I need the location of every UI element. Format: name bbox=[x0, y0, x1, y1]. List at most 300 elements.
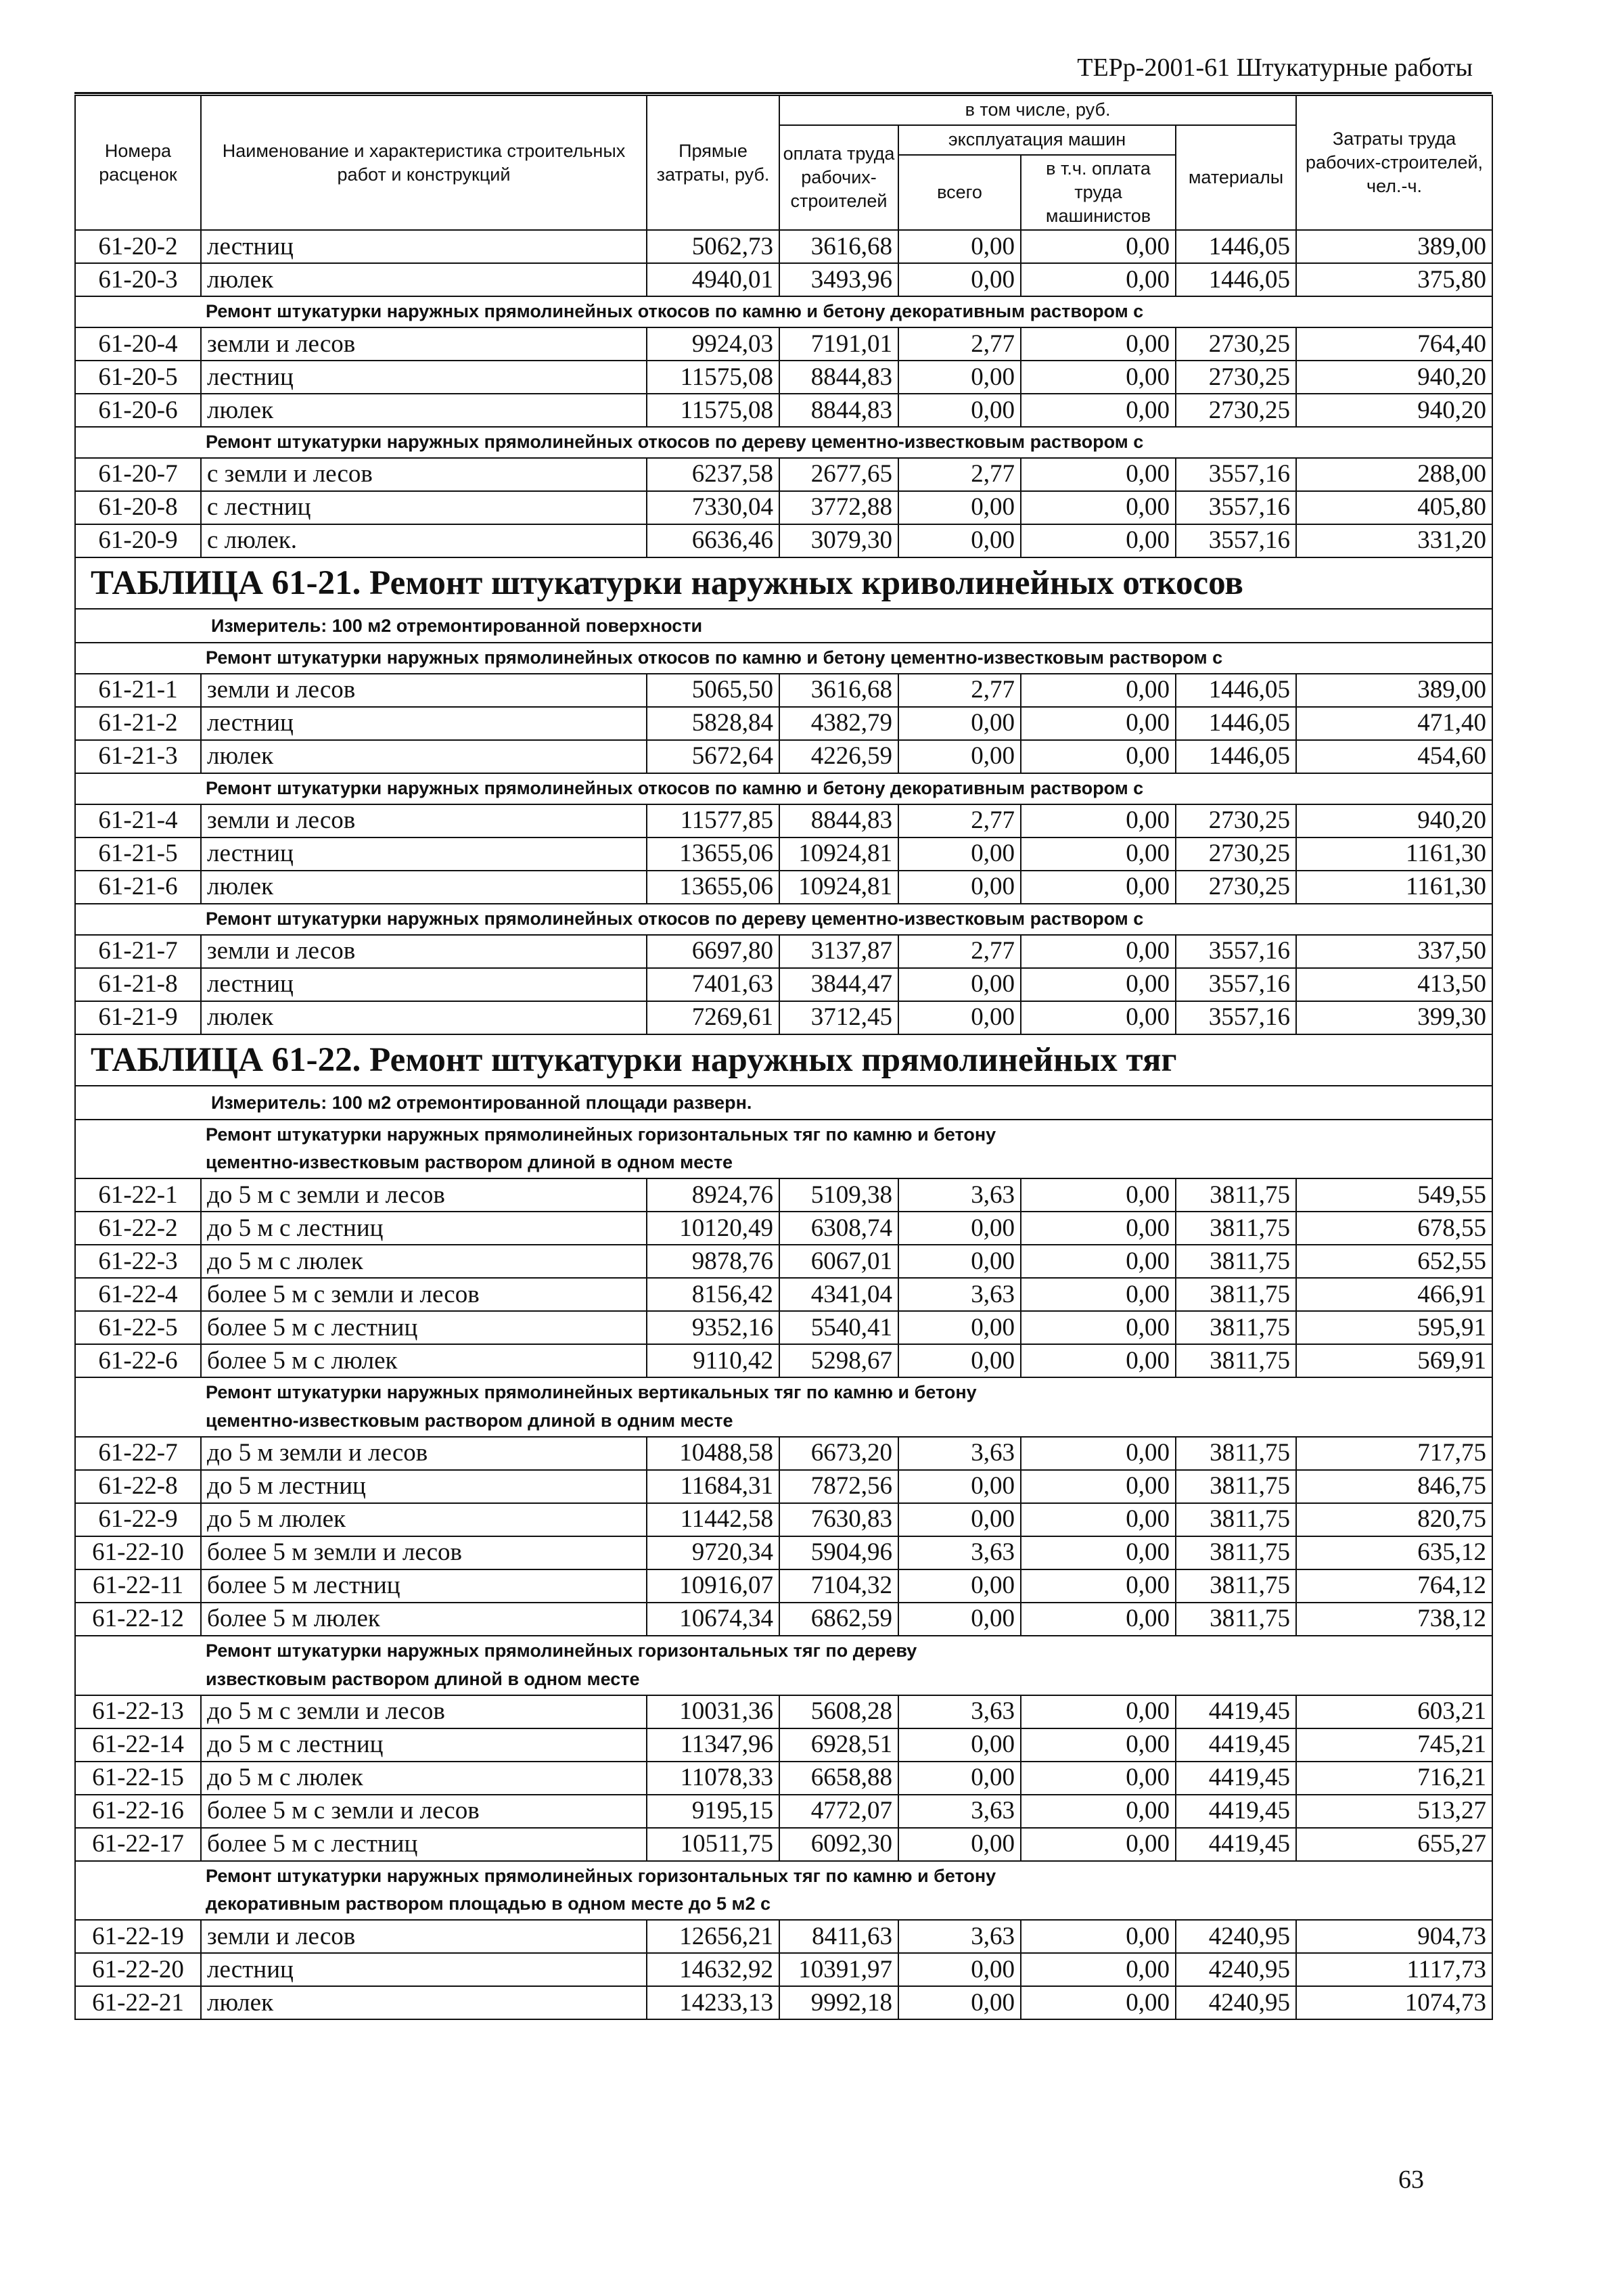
machine-wage-cell: 0,00 bbox=[1021, 524, 1176, 557]
direct-cost-cell: 10031,36 bbox=[647, 1695, 779, 1728]
labor-cell: 413,50 bbox=[1296, 968, 1492, 1001]
rate-code-cell: 61-22-9 bbox=[75, 1503, 201, 1536]
table-row bbox=[75, 394, 1492, 427]
materials-cell: 3811,75 bbox=[1176, 1245, 1296, 1278]
work-name-cell: более 5 м земли и лесов bbox=[201, 1536, 647, 1569]
labor-cell: 820,75 bbox=[1296, 1503, 1492, 1536]
rate-code-cell: 61-22-7 bbox=[75, 1437, 201, 1470]
direct-cost-cell: 9110,42 bbox=[647, 1344, 779, 1377]
materials-cell: 4419,45 bbox=[1176, 1762, 1296, 1795]
wage-cell: 4226,59 bbox=[779, 740, 898, 773]
labor-cell: 1117,73 bbox=[1296, 1953, 1492, 1986]
rate-code-cell: 61-22-8 bbox=[75, 1470, 201, 1503]
wage-cell: 6092,30 bbox=[779, 1828, 898, 1861]
machine-wage-cell: 0,00 bbox=[1021, 1278, 1176, 1311]
labor-cell: 904,73 bbox=[1296, 1920, 1492, 1953]
table-row bbox=[75, 1920, 1492, 1953]
wage-cell: 8844,83 bbox=[779, 394, 898, 427]
work-name-cell: земли и лесов bbox=[201, 674, 647, 707]
wage-cell: 7104,32 bbox=[779, 1569, 898, 1603]
wage-cell: 10924,81 bbox=[779, 871, 898, 904]
work-name-cell: до 5 м с лестниц bbox=[201, 1212, 647, 1245]
machine-wage-cell: 0,00 bbox=[1021, 263, 1176, 296]
work-name-cell: люлек bbox=[201, 740, 647, 773]
header-wage: оплата труда рабочих-строителей bbox=[779, 125, 898, 230]
machine-total-cell: 0,00 bbox=[898, 968, 1021, 1001]
work-name-cell: лестниц bbox=[201, 968, 647, 1001]
direct-cost-cell: 11575,08 bbox=[647, 394, 779, 427]
work-name-cell: с лестниц bbox=[201, 491, 647, 524]
labor-cell: 337,50 bbox=[1296, 935, 1492, 968]
labor-cell: 595,91 bbox=[1296, 1311, 1492, 1344]
direct-cost-cell: 8924,76 bbox=[647, 1178, 779, 1212]
wage-cell: 7872,56 bbox=[779, 1470, 898, 1503]
rate-code-cell: 61-20-6 bbox=[75, 394, 201, 427]
labor-cell: 454,60 bbox=[1296, 740, 1492, 773]
work-name-cell: до 5 м с лестниц bbox=[201, 1728, 647, 1762]
measure-unit: Измеритель: 100 м2 отремонтированной площади разверн. bbox=[75, 1086, 1492, 1120]
work-name-cell: более 5 м с лестниц bbox=[201, 1311, 647, 1344]
materials-cell: 1446,05 bbox=[1176, 674, 1296, 707]
machine-total-cell: 0,00 bbox=[898, 1728, 1021, 1762]
direct-cost-cell: 10674,34 bbox=[647, 1603, 779, 1636]
direct-cost-cell: 5828,84 bbox=[647, 707, 779, 740]
wage-cell: 4772,07 bbox=[779, 1795, 898, 1828]
machine-total-cell: 3,63 bbox=[898, 1536, 1021, 1569]
materials-cell: 3811,75 bbox=[1176, 1437, 1296, 1470]
machine-total-cell: 2,77 bbox=[898, 674, 1021, 707]
direct-cost-cell: 7330,04 bbox=[647, 491, 779, 524]
work-name-cell: люлек bbox=[201, 1001, 647, 1034]
work-name-cell: до 5 м люлек bbox=[201, 1503, 647, 1536]
measure-unit: Измеритель: 100 м2 отремонтированной поверхности bbox=[75, 609, 1492, 643]
machine-total-cell: 0,00 bbox=[898, 263, 1021, 296]
rate-code-cell: 61-21-7 bbox=[75, 935, 201, 968]
machine-total-cell: 0,00 bbox=[898, 491, 1021, 524]
work-name-cell: земли и лесов bbox=[201, 935, 647, 968]
table-row bbox=[75, 1728, 1492, 1762]
materials-cell: 3811,75 bbox=[1176, 1503, 1296, 1536]
machine-wage-cell: 0,00 bbox=[1021, 1953, 1176, 1986]
machine-wage-cell: 0,00 bbox=[1021, 707, 1176, 740]
section-heading-row bbox=[75, 296, 1492, 327]
materials-cell: 3811,75 bbox=[1176, 1278, 1296, 1311]
work-name-cell: более 5 м с лестниц bbox=[201, 1828, 647, 1861]
direct-cost-cell: 14632,92 bbox=[647, 1953, 779, 1986]
machine-wage-cell: 0,00 bbox=[1021, 1536, 1176, 1569]
section-heading-row bbox=[75, 427, 1492, 458]
machine-total-cell: 2,77 bbox=[898, 935, 1021, 968]
rate-code-cell: 61-22-21 bbox=[75, 1986, 201, 2019]
direct-cost-cell: 4940,01 bbox=[647, 263, 779, 296]
labor-cell: 549,55 bbox=[1296, 1178, 1492, 1212]
direct-cost-cell: 5672,64 bbox=[647, 740, 779, 773]
materials-cell: 2730,25 bbox=[1176, 837, 1296, 871]
labor-cell: 738,12 bbox=[1296, 1603, 1492, 1636]
direct-cost-cell: 5062,73 bbox=[647, 230, 779, 263]
wage-cell: 6067,01 bbox=[779, 1245, 898, 1278]
machine-wage-cell: 0,00 bbox=[1021, 1311, 1176, 1344]
machine-wage-cell: 0,00 bbox=[1021, 1728, 1176, 1762]
machine-wage-cell: 0,00 bbox=[1021, 1695, 1176, 1728]
header-machine: эксплуатация машин bbox=[898, 125, 1176, 155]
materials-cell: 2730,25 bbox=[1176, 361, 1296, 394]
machine-wage-cell: 0,00 bbox=[1021, 837, 1176, 871]
machine-wage-cell: 0,00 bbox=[1021, 394, 1176, 427]
machine-wage-cell: 0,00 bbox=[1021, 674, 1176, 707]
rates-table-body bbox=[75, 230, 1492, 2019]
machine-total-cell: 0,00 bbox=[898, 394, 1021, 427]
table-row bbox=[75, 740, 1492, 773]
section-heading: Ремонт штукатурки наружных прямолинейных горизонтальных тяг по камню и бетону цементно-известковым раствором длиной в одном месте bbox=[75, 1120, 1492, 1179]
section-heading: Ремонт штукатурки наружных прямолинейных откосов по камню и бетону цементно-известковым раствором с bbox=[75, 643, 1492, 674]
materials-cell: 4240,95 bbox=[1176, 1953, 1296, 1986]
rate-code-cell: 61-22-2 bbox=[75, 1212, 201, 1245]
table-row bbox=[75, 1344, 1492, 1377]
direct-cost-cell: 13655,06 bbox=[647, 871, 779, 904]
direct-cost-cell: 8156,42 bbox=[647, 1278, 779, 1311]
table-row bbox=[75, 1762, 1492, 1795]
work-name-cell: лестниц bbox=[201, 837, 647, 871]
machine-total-cell: 0,00 bbox=[898, 1470, 1021, 1503]
wage-cell: 6673,20 bbox=[779, 1437, 898, 1470]
table-row bbox=[75, 674, 1492, 707]
section-heading: Ремонт штукатурки наружных прямолинейных горизонтальных тяг по камню и бетону декоративным раствором площадью в одном месте до 5 м2 с bbox=[75, 1861, 1492, 1921]
table-row bbox=[75, 361, 1492, 394]
machine-wage-cell: 0,00 bbox=[1021, 361, 1176, 394]
table-row bbox=[75, 1001, 1492, 1034]
work-name-cell: более 5 м с земли и лесов bbox=[201, 1795, 647, 1828]
rate-code-cell: 61-22-16 bbox=[75, 1795, 201, 1828]
work-name-cell: до 5 м с земли и лесов bbox=[201, 1695, 647, 1728]
machine-total-cell: 0,00 bbox=[898, 1001, 1021, 1034]
rate-code-cell: 61-21-3 bbox=[75, 740, 201, 773]
header-machine-total: всего bbox=[898, 155, 1021, 230]
machine-total-cell: 0,00 bbox=[898, 1311, 1021, 1344]
work-name-cell: до 5 м лестниц bbox=[201, 1470, 647, 1503]
wage-cell: 6308,74 bbox=[779, 1212, 898, 1245]
work-name-cell: более 5 м люлек bbox=[201, 1603, 647, 1636]
machine-wage-cell: 0,00 bbox=[1021, 1212, 1176, 1245]
table-row bbox=[75, 707, 1492, 740]
header-labor: Затраты труда рабочих-строителей, чел.-ч. bbox=[1296, 95, 1492, 230]
table-row bbox=[75, 968, 1492, 1001]
labor-cell: 635,12 bbox=[1296, 1536, 1492, 1569]
rates-sheet bbox=[74, 95, 1492, 2020]
machine-wage-cell: 0,00 bbox=[1021, 740, 1176, 773]
table-row bbox=[75, 935, 1492, 968]
table-row bbox=[75, 458, 1492, 491]
wage-cell: 3493,96 bbox=[779, 263, 898, 296]
section-heading: Ремонт штукатурки наружных прямолинейных откосов по камню и бетону декоративным раствором с bbox=[75, 773, 1492, 804]
machine-wage-cell: 0,00 bbox=[1021, 1569, 1176, 1603]
materials-cell: 2730,25 bbox=[1176, 327, 1296, 361]
section-heading: Ремонт штукатурки наружных прямолинейных откосов по дереву цементно-известковым раствором с bbox=[75, 904, 1492, 935]
table-row bbox=[75, 1245, 1492, 1278]
wage-cell: 2677,65 bbox=[779, 458, 898, 491]
table-row bbox=[75, 1795, 1492, 1828]
table-title: ТАБЛИЦА 61-21. Ремонт штукатурки наружных криволинейных откосов bbox=[75, 557, 1492, 609]
table-row bbox=[75, 263, 1492, 296]
machine-total-cell: 0,00 bbox=[898, 1953, 1021, 1986]
machine-wage-cell: 0,00 bbox=[1021, 491, 1176, 524]
machine-wage-cell: 0,00 bbox=[1021, 1470, 1176, 1503]
machine-wage-cell: 0,00 bbox=[1021, 1603, 1176, 1636]
materials-cell: 4240,95 bbox=[1176, 1986, 1296, 2019]
direct-cost-cell: 9720,34 bbox=[647, 1536, 779, 1569]
direct-cost-cell: 11684,31 bbox=[647, 1470, 779, 1503]
work-name-cell: земли и лесов bbox=[201, 804, 647, 837]
rates-table bbox=[74, 95, 1493, 2020]
table-title-row bbox=[75, 557, 1492, 609]
direct-cost-cell: 9924,03 bbox=[647, 327, 779, 361]
table-row bbox=[75, 1695, 1492, 1728]
machine-total-cell: 0,00 bbox=[898, 1986, 1021, 2019]
machine-wage-cell: 0,00 bbox=[1021, 1001, 1176, 1034]
rate-code-cell: 61-22-4 bbox=[75, 1278, 201, 1311]
materials-cell: 1446,05 bbox=[1176, 740, 1296, 773]
labor-cell: 375,80 bbox=[1296, 263, 1492, 296]
page-header-title: ТЕРр-2001-61 Штукатурные работы bbox=[1077, 53, 1473, 82]
machine-total-cell: 0,00 bbox=[898, 230, 1021, 263]
machine-total-cell: 3,63 bbox=[898, 1920, 1021, 1953]
work-name-cell: до 5 м с люлек bbox=[201, 1762, 647, 1795]
machine-wage-cell: 0,00 bbox=[1021, 327, 1176, 361]
machine-wage-cell: 0,00 bbox=[1021, 1920, 1176, 1953]
labor-cell: 603,21 bbox=[1296, 1695, 1492, 1728]
table-row bbox=[75, 230, 1492, 263]
work-name-cell: лестниц bbox=[201, 361, 647, 394]
wage-cell: 3137,87 bbox=[779, 935, 898, 968]
materials-cell: 4419,45 bbox=[1176, 1728, 1296, 1762]
labor-cell: 716,21 bbox=[1296, 1762, 1492, 1795]
work-name-cell: с люлек. bbox=[201, 524, 647, 557]
wage-cell: 10391,97 bbox=[779, 1953, 898, 1986]
labor-cell: 745,21 bbox=[1296, 1728, 1492, 1762]
machine-wage-cell: 0,00 bbox=[1021, 968, 1176, 1001]
machine-total-cell: 0,00 bbox=[898, 1762, 1021, 1795]
table-row bbox=[75, 491, 1492, 524]
machine-total-cell: 2,77 bbox=[898, 458, 1021, 491]
machine-total-cell: 3,63 bbox=[898, 1178, 1021, 1212]
wage-cell: 5904,96 bbox=[779, 1536, 898, 1569]
direct-cost-cell: 11442,58 bbox=[647, 1503, 779, 1536]
table-row bbox=[75, 1503, 1492, 1536]
wage-cell: 3079,30 bbox=[779, 524, 898, 557]
direct-cost-cell: 12656,21 bbox=[647, 1920, 779, 1953]
materials-cell: 3811,75 bbox=[1176, 1212, 1296, 1245]
wage-cell: 5109,38 bbox=[779, 1178, 898, 1212]
wage-cell: 6928,51 bbox=[779, 1728, 898, 1762]
materials-cell: 3811,75 bbox=[1176, 1178, 1296, 1212]
measure-row bbox=[75, 1086, 1492, 1120]
rate-code-cell: 61-20-8 bbox=[75, 491, 201, 524]
machine-wage-cell: 0,00 bbox=[1021, 1795, 1176, 1828]
rate-code-cell: 61-22-14 bbox=[75, 1728, 201, 1762]
direct-cost-cell: 5065,50 bbox=[647, 674, 779, 707]
wage-cell: 4382,79 bbox=[779, 707, 898, 740]
table-row bbox=[75, 871, 1492, 904]
materials-cell: 3811,75 bbox=[1176, 1569, 1296, 1603]
wage-cell: 8844,83 bbox=[779, 804, 898, 837]
materials-cell: 3557,16 bbox=[1176, 968, 1296, 1001]
wage-cell: 6862,59 bbox=[779, 1603, 898, 1636]
materials-cell: 1446,05 bbox=[1176, 707, 1296, 740]
rate-code-cell: 61-22-3 bbox=[75, 1245, 201, 1278]
machine-wage-cell: 0,00 bbox=[1021, 1503, 1176, 1536]
table-row bbox=[75, 1212, 1492, 1245]
wage-cell: 3616,68 bbox=[779, 674, 898, 707]
table-row bbox=[75, 1536, 1492, 1569]
rate-code-cell: 61-22-6 bbox=[75, 1344, 201, 1377]
machine-total-cell: 0,00 bbox=[898, 361, 1021, 394]
labor-cell: 1074,73 bbox=[1296, 1986, 1492, 2019]
table-row bbox=[75, 1178, 1492, 1212]
machine-wage-cell: 0,00 bbox=[1021, 230, 1176, 263]
machine-total-cell: 3,63 bbox=[898, 1795, 1021, 1828]
work-name-cell: люлек bbox=[201, 871, 647, 904]
labor-cell: 288,00 bbox=[1296, 458, 1492, 491]
rate-code-cell: 61-22-19 bbox=[75, 1920, 201, 1953]
machine-wage-cell: 0,00 bbox=[1021, 1828, 1176, 1861]
rate-code-cell: 61-20-9 bbox=[75, 524, 201, 557]
labor-cell: 717,75 bbox=[1296, 1437, 1492, 1470]
wage-cell: 3712,45 bbox=[779, 1001, 898, 1034]
direct-cost-cell: 14233,13 bbox=[647, 1986, 779, 2019]
page-number: 63 bbox=[1398, 2165, 1424, 2194]
labor-cell: 940,20 bbox=[1296, 394, 1492, 427]
materials-cell: 3557,16 bbox=[1176, 1001, 1296, 1034]
wage-cell: 9992,18 bbox=[779, 1986, 898, 2019]
table-row bbox=[75, 327, 1492, 361]
materials-cell: 3557,16 bbox=[1176, 458, 1296, 491]
materials-cell: 3811,75 bbox=[1176, 1311, 1296, 1344]
machine-total-cell: 0,00 bbox=[898, 740, 1021, 773]
rate-code-cell: 61-22-17 bbox=[75, 1828, 201, 1861]
work-name-cell: люлек bbox=[201, 394, 647, 427]
materials-cell: 1446,05 bbox=[1176, 230, 1296, 263]
direct-cost-cell: 11347,96 bbox=[647, 1728, 779, 1762]
materials-cell: 3811,75 bbox=[1176, 1603, 1296, 1636]
direct-cost-cell: 6697,80 bbox=[647, 935, 779, 968]
rate-code-cell: 61-20-2 bbox=[75, 230, 201, 263]
materials-cell: 3557,16 bbox=[1176, 491, 1296, 524]
materials-cell: 1446,05 bbox=[1176, 263, 1296, 296]
table-row bbox=[75, 1311, 1492, 1344]
section-heading-row bbox=[75, 1377, 1492, 1437]
section-heading-row bbox=[75, 1636, 1492, 1695]
machine-total-cell: 0,00 bbox=[898, 707, 1021, 740]
wage-cell: 8844,83 bbox=[779, 361, 898, 394]
work-name-cell: до 5 м с люлек bbox=[201, 1245, 647, 1278]
materials-cell: 3811,75 bbox=[1176, 1536, 1296, 1569]
direct-cost-cell: 6237,58 bbox=[647, 458, 779, 491]
machine-total-cell: 0,00 bbox=[898, 871, 1021, 904]
labor-cell: 846,75 bbox=[1296, 1470, 1492, 1503]
labor-cell: 678,55 bbox=[1296, 1212, 1492, 1245]
direct-cost-cell: 10916,07 bbox=[647, 1569, 779, 1603]
header-code: Номера расценок bbox=[75, 95, 201, 230]
work-name-cell: лестниц bbox=[201, 230, 647, 263]
machine-wage-cell: 0,00 bbox=[1021, 1437, 1176, 1470]
wage-cell: 3772,88 bbox=[779, 491, 898, 524]
direct-cost-cell: 10120,49 bbox=[647, 1212, 779, 1245]
labor-cell: 940,20 bbox=[1296, 804, 1492, 837]
rate-code-cell: 61-22-13 bbox=[75, 1695, 201, 1728]
labor-cell: 652,55 bbox=[1296, 1245, 1492, 1278]
machine-total-cell: 2,77 bbox=[898, 804, 1021, 837]
machine-total-cell: 0,00 bbox=[898, 524, 1021, 557]
table-row bbox=[75, 1603, 1492, 1636]
rate-code-cell: 61-22-20 bbox=[75, 1953, 201, 1986]
machine-wage-cell: 0,00 bbox=[1021, 458, 1176, 491]
rate-code-cell: 61-20-7 bbox=[75, 458, 201, 491]
rate-code-cell: 61-21-5 bbox=[75, 837, 201, 871]
rate-code-cell: 61-20-4 bbox=[75, 327, 201, 361]
table-row bbox=[75, 524, 1492, 557]
rate-code-cell: 61-21-6 bbox=[75, 871, 201, 904]
work-name-cell: с земли и лесов bbox=[201, 458, 647, 491]
machine-total-cell: 2,77 bbox=[898, 327, 1021, 361]
rate-code-cell: 61-20-3 bbox=[75, 263, 201, 296]
work-name-cell: более 5 м с земли и лесов bbox=[201, 1278, 647, 1311]
materials-cell: 4240,95 bbox=[1176, 1920, 1296, 1953]
section-heading-row bbox=[75, 1120, 1492, 1179]
materials-cell: 3811,75 bbox=[1176, 1470, 1296, 1503]
rate-code-cell: 61-21-1 bbox=[75, 674, 201, 707]
labor-cell: 471,40 bbox=[1296, 707, 1492, 740]
rate-code-cell: 61-21-9 bbox=[75, 1001, 201, 1034]
section-heading-row bbox=[75, 1861, 1492, 1921]
direct-cost-cell: 7401,63 bbox=[647, 968, 779, 1001]
materials-cell: 4419,45 bbox=[1176, 1695, 1296, 1728]
measure-row bbox=[75, 609, 1492, 643]
table-row bbox=[75, 837, 1492, 871]
direct-cost-cell: 11078,33 bbox=[647, 1762, 779, 1795]
materials-cell: 4419,45 bbox=[1176, 1828, 1296, 1861]
rate-code-cell: 61-22-10 bbox=[75, 1536, 201, 1569]
materials-cell: 3557,16 bbox=[1176, 935, 1296, 968]
machine-wage-cell: 0,00 bbox=[1021, 804, 1176, 837]
work-name-cell: земли и лесов bbox=[201, 327, 647, 361]
header-name: Наименование и характеристика строительных работ и конструкций bbox=[201, 95, 647, 230]
direct-cost-cell: 9352,16 bbox=[647, 1311, 779, 1344]
labor-cell: 399,30 bbox=[1296, 1001, 1492, 1034]
wage-cell: 8411,63 bbox=[779, 1920, 898, 1953]
labor-cell: 764,12 bbox=[1296, 1569, 1492, 1603]
rate-code-cell: 61-21-4 bbox=[75, 804, 201, 837]
machine-total-cell: 3,63 bbox=[898, 1278, 1021, 1311]
wage-cell: 7191,01 bbox=[779, 327, 898, 361]
table-row bbox=[75, 1437, 1492, 1470]
direct-cost-cell: 6636,46 bbox=[647, 524, 779, 557]
machine-wage-cell: 0,00 bbox=[1021, 1178, 1176, 1212]
header-rule bbox=[74, 92, 1492, 94]
machine-wage-cell: 0,00 bbox=[1021, 1986, 1176, 2019]
labor-cell: 513,27 bbox=[1296, 1795, 1492, 1828]
machine-wage-cell: 0,00 bbox=[1021, 1344, 1176, 1377]
labor-cell: 569,91 bbox=[1296, 1344, 1492, 1377]
section-heading-row bbox=[75, 904, 1492, 935]
machine-wage-cell: 0,00 bbox=[1021, 935, 1176, 968]
rate-code-cell: 61-21-8 bbox=[75, 968, 201, 1001]
labor-cell: 764,40 bbox=[1296, 327, 1492, 361]
wage-cell: 10924,81 bbox=[779, 837, 898, 871]
labor-cell: 1161,30 bbox=[1296, 837, 1492, 871]
table-row bbox=[75, 1986, 1492, 2019]
section-heading: Ремонт штукатурки наружных прямолинейных вертикальных тяг по камню и бетону цементно-известковым раствором длиной в одним месте bbox=[75, 1377, 1492, 1437]
work-name-cell: люлек bbox=[201, 263, 647, 296]
